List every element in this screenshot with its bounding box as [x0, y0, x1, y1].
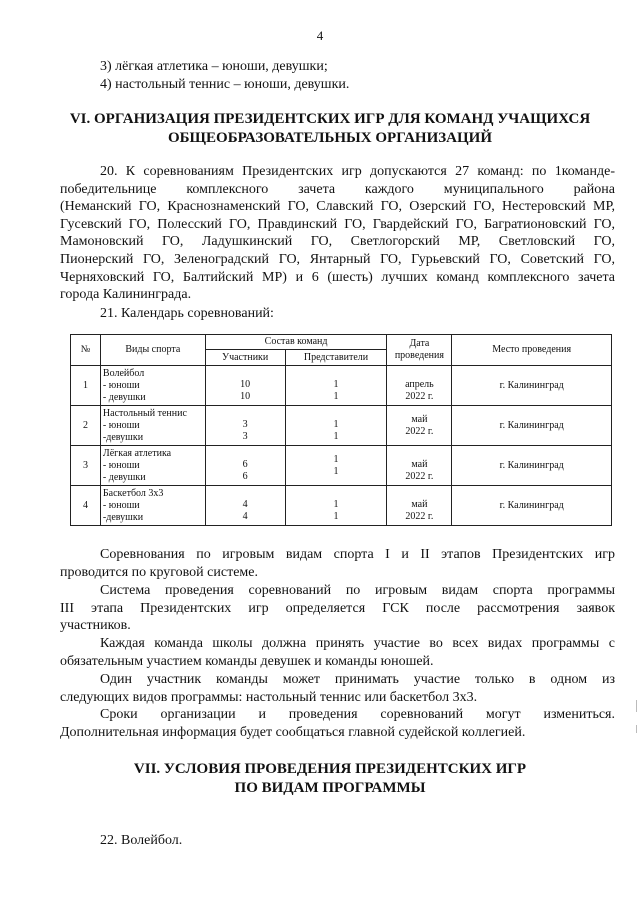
list-item: 3) лёгкая атлетика – юноши, девушки;	[100, 59, 328, 74]
cell-sport: Настольный теннис - юноши -девушки	[100, 406, 205, 446]
paragraph-21: 21. Календарь соревнований:	[100, 306, 274, 321]
header-teams: Состав команд	[205, 335, 387, 350]
cell-date: май 2022 г.	[387, 446, 452, 486]
paragraph-team-participation	[60, 635, 615, 670]
table-row	[71, 406, 612, 446]
cell-place: г. Калининград	[452, 446, 612, 486]
section-6-title-line-1: VI. ОРГАНИЗАЦИЯ ПРЕЗИДЕНТСКИХ ИГР ДЛЯ КОМАНД УЧАЩИХСЯ	[69, 111, 591, 127]
list-item: 4) настольный теннис – юноши, девушки.	[100, 77, 350, 92]
cell-place: г. Калининград	[452, 366, 612, 406]
cell-date: май 2022 г.	[387, 406, 452, 446]
paragraph-line: III этапа Президентских игр определяется ГСК после рассмотрения заявок	[60, 600, 615, 616]
section-6-title-line-2: ОБЩЕОБРАЗОВАТЕЛЬНЫХ ОРГАНИЗАЦИЙ	[167, 130, 493, 146]
section-7-title-line-1: VII. УСЛОВИЯ ПРОВЕДЕНИЯ ПРЕЗИДЕНТСКИХ ИГР	[133, 761, 527, 777]
table-header-row	[71, 335, 612, 350]
table-row	[71, 446, 612, 486]
competition-calendar-table	[70, 334, 612, 526]
paragraph-20	[60, 163, 615, 304]
paragraph-line: Сроки организации и проведения соревнований могут измениться.	[100, 707, 615, 722]
paragraph-line: Гусевский ГО, Полесский ГО, Правдинский ГО, Гвардейский ГО, Багратионовский ГО,	[60, 216, 615, 232]
header-sport: Виды спорта	[100, 335, 205, 366]
scan-edge-mark	[636, 725, 637, 733]
paragraph-line: города Калининграда.	[60, 287, 192, 303]
header-place: Место проведения	[452, 335, 612, 366]
cell-num: 3	[71, 446, 101, 486]
header-participants: Участники	[205, 350, 285, 366]
paragraph-line: Система проведения соревнований по игровым видам спорта программы	[100, 583, 615, 598]
cell-num: 2	[71, 406, 101, 446]
paragraph-line: следующих видов программы: настольный теннис или баскетбол 3х3.	[60, 689, 478, 705]
table-row	[71, 366, 612, 406]
paragraph-line: Черняховский ГО, Балтийский МР) и 6 (шесть) лучших команд комплексного зачета	[60, 269, 615, 285]
cell-date: май 2022 г.	[387, 486, 452, 526]
paragraph-line: обязательным участием команды девушек и команды юношей.	[60, 653, 434, 669]
paragraph-line: (Неманский ГО, Краснознаменский ГО, Славский ГО, Озерский ГО, Нестеровский МР,	[60, 199, 615, 215]
paragraph-line: Каждая команда школы должна принять участие во всех видах программы с	[100, 636, 615, 651]
cell-sport: Баскетбол 3х3 - юноши -девушки	[100, 486, 205, 526]
cell-place: г. Калининград	[452, 486, 612, 526]
paragraph-line: Соревнования по игровым видам спорта I и II этапов Президентских игр	[100, 547, 615, 562]
section-7-title-line-2: ПО ВИДАМ ПРОГРАММЫ	[234, 780, 426, 796]
paragraph-line: участников.	[60, 618, 131, 634]
paragraph-line: Дополнительная информация будет сообщаться главной судейской коллегией.	[60, 724, 526, 740]
cell-sport: Лёгкая атлетика - юноши - девушки	[100, 446, 205, 486]
paragraph-line: проводится по круговой системе.	[60, 564, 258, 580]
cell-place: г. Калининград	[452, 406, 612, 446]
cell-participants: 3 3	[205, 406, 285, 446]
cell-num: 1	[71, 366, 101, 406]
paragraph-line: Пионерский ГО, Зеленоградский ГО, Янтарный ГО, Гурьевский ГО, Советский ГО,	[60, 251, 615, 267]
cell-num: 4	[71, 486, 101, 526]
cell-participants: 6 6	[205, 446, 285, 486]
page-number: 4	[316, 28, 324, 43]
cell-representatives: 1 1	[285, 446, 387, 486]
cell-participants: 4 4	[205, 486, 285, 526]
paragraph-line: 20. К соревнованиям Президентских игр допускаются 27 команд: по 1команде-	[100, 164, 615, 179]
paragraph-system-iii	[60, 582, 615, 635]
paragraph-circular-system	[60, 546, 615, 581]
section-7-heading	[60, 760, 600, 798]
paragraph-22: 22. Волейбол.	[100, 833, 183, 848]
paragraph-dates	[60, 706, 615, 741]
section-6-heading	[60, 110, 600, 148]
table-row	[71, 486, 612, 526]
cell-representatives: 1 1	[285, 366, 387, 406]
cell-participants: 10 10	[205, 366, 285, 406]
cell-date: апрель 2022 г.	[387, 366, 452, 406]
cell-representatives: 1 1	[285, 486, 387, 526]
paragraph-line: Мамоновский ГО, Ладушкинский ГО, Светлогорский МР, Светловский ГО,	[60, 234, 615, 250]
header-num: №	[71, 335, 101, 366]
cell-sport: Волейбол - юноши - девушки	[100, 366, 205, 406]
cell-representatives: 1 1	[285, 406, 387, 446]
paragraph-line: победительнице комплексного зачета каждого муниципального района	[60, 181, 615, 197]
header-date: Дата проведения	[387, 335, 452, 366]
paragraph-line: Один участник команды может принимать участие только в одном из	[100, 672, 615, 687]
scan-edge-mark	[636, 700, 637, 712]
paragraph-one-participant	[60, 671, 615, 706]
header-representatives: Представители	[285, 350, 387, 366]
